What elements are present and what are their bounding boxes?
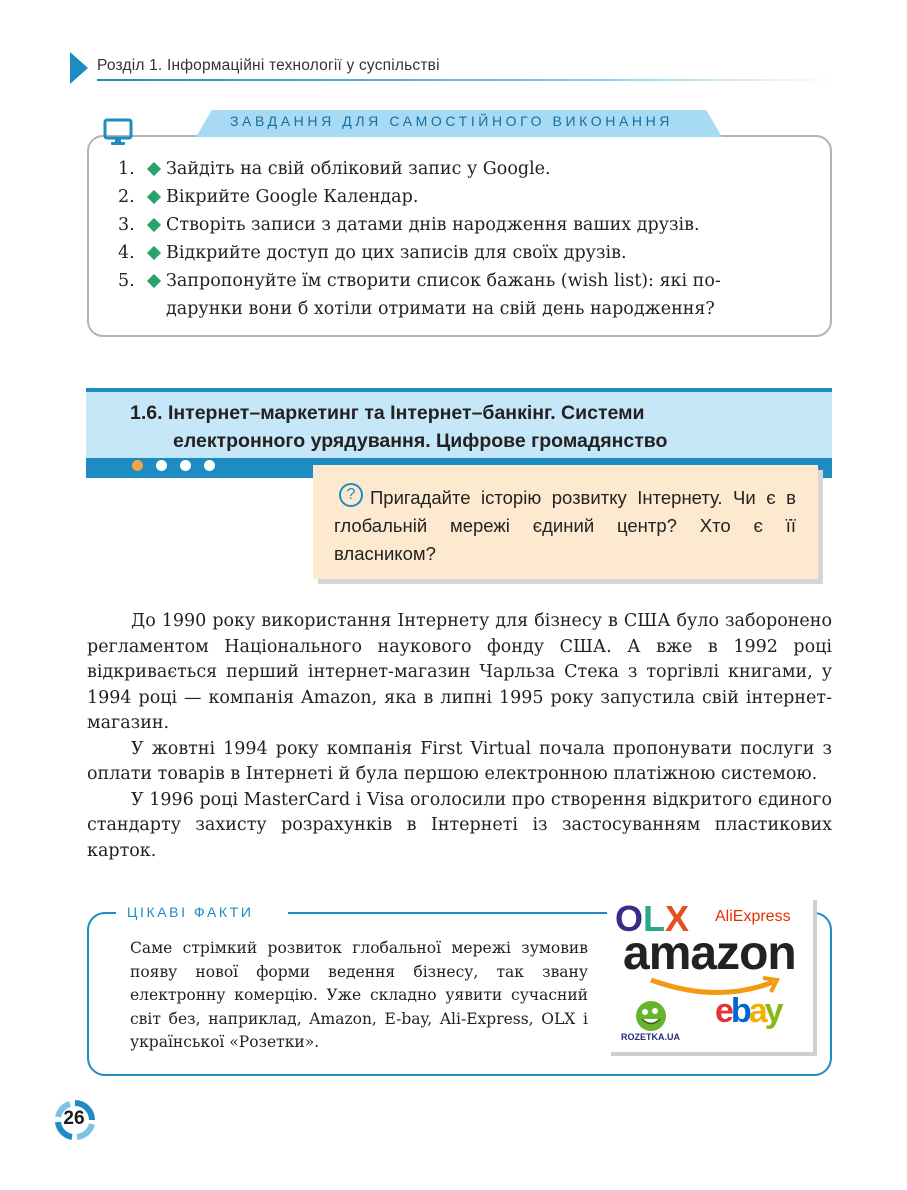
task-item xyxy=(118,155,823,183)
dot-icon xyxy=(180,460,191,471)
task-number: 1. xyxy=(118,159,135,179)
task-list xyxy=(118,155,823,323)
chapter-title: Розділ 1. Інформаційні технології у суспільстві xyxy=(97,57,440,74)
header-arrow-icon xyxy=(70,52,88,84)
paragraph: До 1990 року використання Інтернету для бізнесу в США було заборонено регламентом Національного наукового фонду США. А вже в 1992 році відкривається перший інтернет-магазин Чарльза Стека з торгівлі книгами, у 1994 році — компанія Amazon, яка в липні 1995 року запустила свій інтернет-магазин. xyxy=(87,611,832,733)
recall-text: Пригадайте історію розвитку Інтернету. Чи є в глобальній мережі єдиний центр? Хто є її власником? xyxy=(334,487,796,564)
diamond-bullet-icon xyxy=(147,274,161,288)
diamond-bullet-icon xyxy=(147,246,161,260)
task-text: Створіть записи з датами днів народження ваших друзів. xyxy=(166,215,700,235)
body-text xyxy=(87,609,832,864)
task-item xyxy=(118,267,823,323)
chapter-header xyxy=(70,52,840,84)
task-number: 4. xyxy=(118,243,135,263)
dot-icon xyxy=(132,460,143,471)
section-title xyxy=(130,399,790,455)
question-icon: ? xyxy=(339,483,363,507)
section-title-line2: електронного урядування. Цифрове громадянство xyxy=(173,430,668,452)
section-title-line1: 1.6. Інтернет–маркетинг та Інтернет–банкінг. Системи xyxy=(130,402,645,424)
task-item xyxy=(118,239,823,267)
facts-text: Саме стрімкий розвиток глобальної мережі зумовив появу нової форми ведення бізнесу, так звану електронну комерцію. Уже складно уявити сучасний світ без, наприклад, Amazon, E-bay, Ali-Express, OLX і української «Розетки». xyxy=(130,939,588,1051)
task-text: Зайдіть на свій обліковий запис у Google. xyxy=(166,159,551,179)
task-text: Запропонуйте їм створити список бажань (wish list): які по- xyxy=(166,271,721,291)
header-divider xyxy=(97,79,837,81)
facts-label: ЦІКАВІ ФАКТИ xyxy=(127,904,254,920)
task-number: 5. xyxy=(118,271,135,291)
dot-icon xyxy=(204,460,215,471)
task-number: 3. xyxy=(118,215,135,235)
diamond-bullet-icon xyxy=(147,190,161,204)
rozetka-logo: ROZETKA.UA xyxy=(621,1032,680,1042)
task-text-continued: дарунки вони б хотіли отримати на свій день народження? xyxy=(166,299,715,319)
diamond-bullet-icon xyxy=(147,162,161,176)
diamond-bullet-icon xyxy=(147,218,161,232)
monitor-icon xyxy=(103,118,133,146)
paragraph: У 1996 році MasterCard і Visa оголосили про створення відкритого єдиного стандарту захисту розрахунків в Інтернеті із застосуванням пластикових карток. xyxy=(87,789,832,861)
task-text: Відкрийте доступ до цих записів для своїх друзів. xyxy=(166,243,627,263)
task-item xyxy=(118,211,823,239)
olx-logo: OLX xyxy=(615,898,690,939)
task-title: ЗАВДАННЯ ДЛЯ САМОСТІЙНОГО ВИКОНАННЯ xyxy=(230,113,674,129)
task-text: Вікрийте Google Календар. xyxy=(166,187,419,207)
task-item xyxy=(118,183,823,211)
paragraph: У жовтні 1994 року компанія First Virtual почала пропонувати послуги з оплати товарів в Інтернеті й була першою електронною платіжною системою. xyxy=(87,738,832,784)
ecommerce-logos-image xyxy=(607,896,813,1052)
page-number: 26 xyxy=(63,1108,85,1129)
ebay-logo: ebay xyxy=(715,992,781,1030)
amazon-logo: amazon xyxy=(623,927,796,980)
aliexpress-logo: AliExpress xyxy=(715,908,791,925)
task-number: 2. xyxy=(118,187,135,207)
rozetka-smiley-icon xyxy=(633,1000,669,1032)
dot-icon xyxy=(156,460,167,471)
